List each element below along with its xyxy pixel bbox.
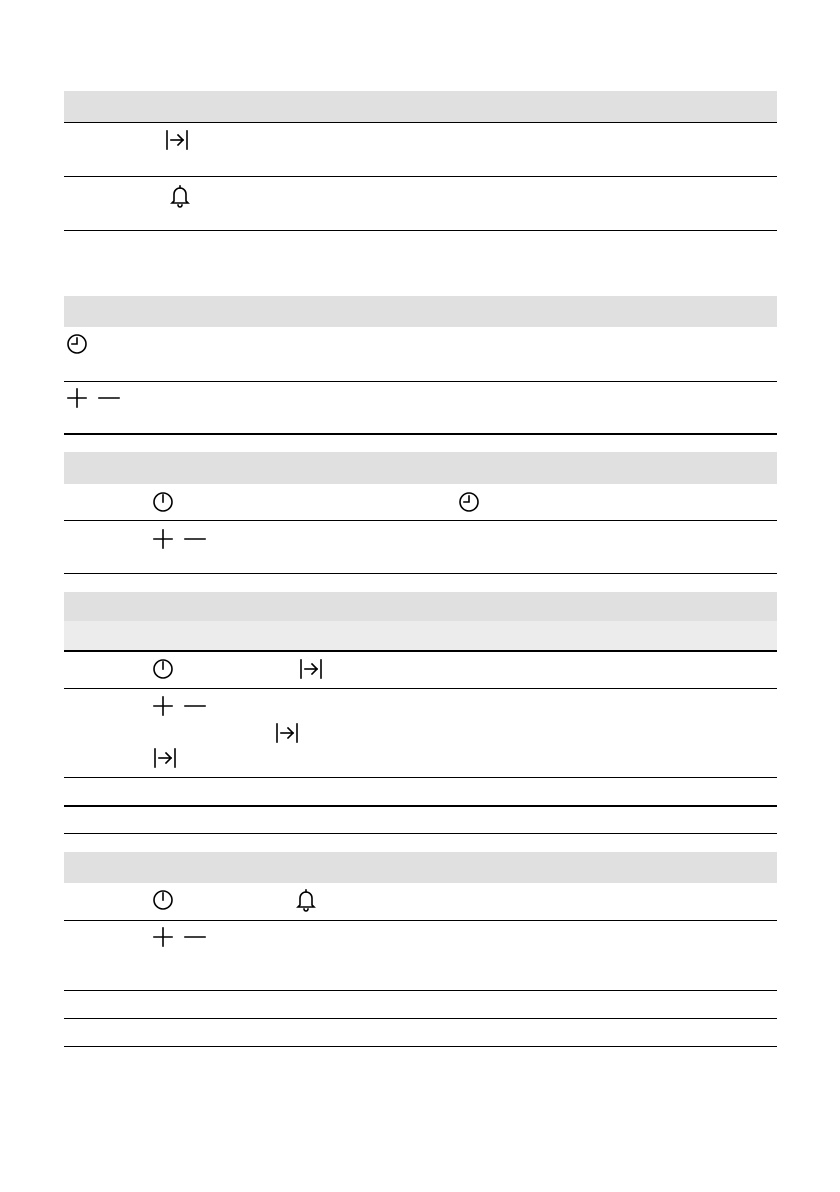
clock-icon: [458, 491, 480, 513]
divider: [64, 833, 777, 834]
divider: [64, 990, 777, 991]
divider: [64, 122, 777, 123]
minus-icon: [183, 926, 207, 948]
divider: [64, 650, 777, 652]
plus-icon: [152, 926, 174, 948]
footer-cut-text: [0, 1183, 140, 1192]
end-time-icon: [164, 129, 190, 151]
divider: [64, 920, 777, 921]
divider: [64, 1046, 777, 1047]
section-4-subheader: [64, 621, 777, 650]
section-1-header: [64, 91, 777, 122]
divider: [64, 176, 777, 177]
section-3-header: [64, 452, 777, 484]
divider: [64, 688, 777, 689]
minus-icon: [183, 528, 207, 550]
plus-icon: [152, 528, 174, 550]
minus-icon: [97, 387, 121, 409]
divider: [64, 520, 777, 521]
minus-icon: [183, 695, 207, 717]
end-time-icon: [274, 722, 300, 744]
section-4-header: [64, 592, 777, 621]
divider: [64, 433, 777, 435]
end-time-icon: [298, 658, 324, 680]
function-icon: [152, 491, 174, 513]
plus-icon: [152, 695, 174, 717]
divider: [64, 777, 777, 778]
divider: [64, 1018, 777, 1019]
divider: [64, 573, 777, 574]
divider: [64, 805, 777, 807]
section-2-header: [64, 296, 777, 327]
bell-icon: [169, 185, 191, 207]
end-time-icon: [152, 747, 178, 769]
section-5-header: [64, 852, 777, 883]
divider: [64, 381, 777, 382]
function-icon: [152, 889, 174, 911]
clock-icon: [66, 333, 88, 355]
divider: [64, 230, 777, 231]
plus-icon: [66, 387, 88, 409]
bell-icon: [295, 889, 317, 911]
function-icon: [152, 658, 174, 680]
